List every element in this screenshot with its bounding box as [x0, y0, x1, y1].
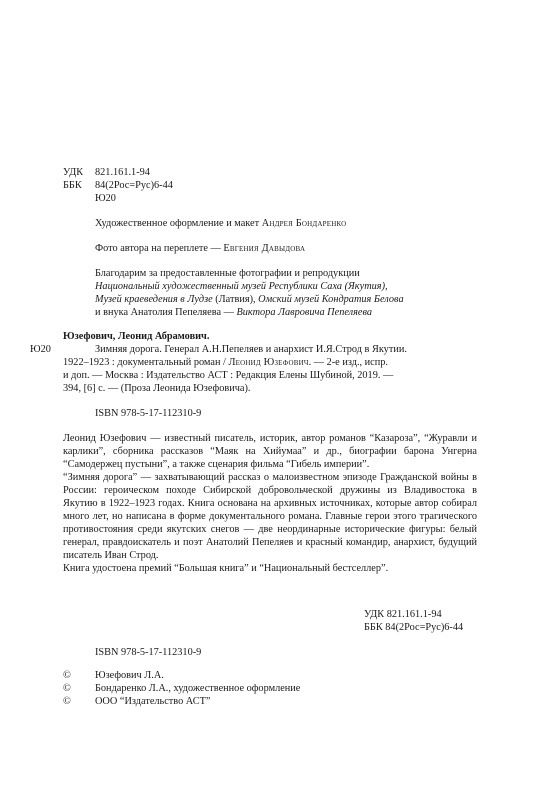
- thanks-line-3: [95, 293, 404, 306]
- bib-line-2-author: Леонид Юзефович: [228, 357, 309, 368]
- thanks-line-4: [95, 306, 372, 319]
- copyright-symbol: ©: [63, 670, 71, 681]
- bib-line-3: и доп. — Москва : Издательство АСТ : Редакция Елены Шубиной, 2019. —: [63, 370, 394, 381]
- bib-line-2-a: 1922–1923 : документальный роман /: [63, 357, 226, 368]
- annotation-paragraph-1: Леонид Юзефович — известный писатель, историк, автор романов “Казароза”, “Журавли и карлики”, сборника рассказов “Маяк на Хийумаа” и др., биографии барона Унгерна “Самодержец пустыни”, а также сценария фильма “Гибель империи”.: [63, 433, 477, 470]
- annotation: [63, 432, 477, 575]
- thanks-latvia: (Латвия),: [215, 294, 256, 305]
- bib-author-mark: Ю20: [30, 344, 51, 355]
- thanks-omsk-museum: Омский музей Кондратия Белова: [258, 294, 404, 305]
- design-credit-name: Андрея Бондаренко: [261, 218, 347, 229]
- thanks-ludza-museum: Музей краеведения в Лудзе: [95, 294, 213, 305]
- thanks-grandson: и внука Анатолия Пепеляева —: [95, 307, 234, 318]
- bib-line-4: 394, [6] с. — (Проза Леонида Юзефовича).: [63, 383, 251, 394]
- photo-credit-prefix: Фото автора на переплете —: [95, 243, 221, 254]
- thanks-viktor: Виктора Лавровича Пепеляева: [236, 307, 373, 318]
- thanks-line-2: Национальный художественный музей Республики Саха (Якутия),: [95, 281, 388, 292]
- bib-line-2: [63, 356, 388, 369]
- bib-isbn: ISBN 978-5-17-112310-9: [95, 408, 202, 419]
- bib-line-2-c: . — 2-е изд., испр.: [308, 357, 388, 368]
- udk-value: 821.161.1-94: [95, 167, 150, 178]
- bbk-label: ББК: [63, 180, 82, 191]
- footer-isbn: ISBN 978-5-17-112310-9: [95, 647, 202, 658]
- bbk-value: 84(2Рос=Рус)6-44: [95, 180, 173, 191]
- author-mark: Ю20: [95, 193, 116, 204]
- photo-credit: [95, 242, 305, 255]
- design-credit-prefix: Художественное оформление и макет: [95, 218, 260, 229]
- thanks-line-1: Благодарим за предоставленные фотографии и репродукции: [95, 268, 360, 279]
- annotation-paragraph-3: Книга удостоена премий “Большая книга” и “Национальный бестселлер”.: [63, 563, 389, 574]
- copyright-symbol: ©: [63, 683, 71, 694]
- footer-udk: УДК 821.161.1-94: [364, 609, 442, 620]
- copyright-symbol: ©: [63, 696, 71, 707]
- udk-label: УДК: [63, 167, 84, 178]
- annotation-paragraph-2: “Зимняя дорога” — захватывающий рассказ о малоизвестном эпизоде Гражданской войны в России: героическом походе Сибирской добровольческой дружины из Владивостока в Якутию в 1922–1923 годах. Книга основана на архивных источниках, которые автор собирал много лет, но написана в форме документального романа. Главные герои этого трагического противостояния среди якутских снегов — две неординарные исторические фигуры: белый генерал, правдоискатель и поэт Анатолий Пепеляев и красный командир, анархист, будущий писатель Иван Строд.: [63, 472, 477, 561]
- design-credit: [95, 217, 346, 230]
- author-heading: Юзефович, Леонид Абрамович.: [63, 331, 210, 342]
- bib-line-1: Зимняя дорога. Генерал А.Н.Пепеляев и анархист И.Я.Строд в Якутии.: [95, 344, 407, 355]
- footer-bbk: ББК 84(2Рос=Рус)6-44: [364, 622, 464, 633]
- copyright-publisher: ООО “Издательство АСТ”: [95, 696, 211, 707]
- copyright-designer: Бондаренко Л.А., художественное оформление: [95, 683, 301, 694]
- copyright-author: Юзефович Л.А.: [95, 670, 164, 681]
- photo-credit-name: Евгения Давыдова: [223, 243, 306, 254]
